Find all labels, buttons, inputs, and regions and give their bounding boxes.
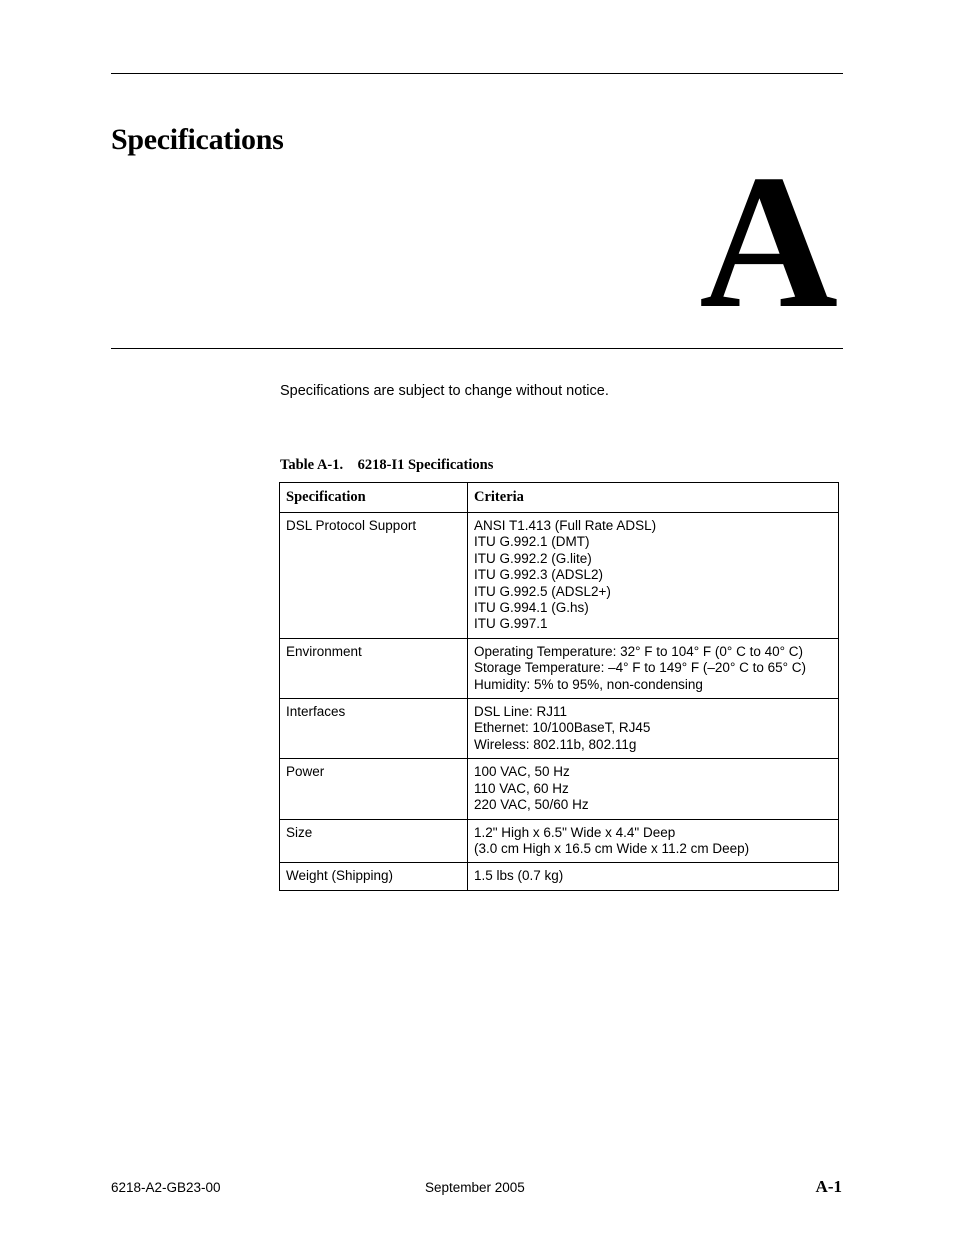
criteria-line: 100 VAC, 50 Hz [474, 764, 570, 780]
criteria-cell [468, 699, 839, 759]
criteria-line: DSL Line: RJ11 [474, 704, 568, 720]
criteria-line: Operating Temperature: 32° F to 104° F (0° C to 40° C) [474, 643, 803, 659]
spec-name-cell: DSL Protocol Support [280, 513, 468, 639]
criteria-line: ITU G.992.3 (ADSL2) [474, 567, 604, 583]
spec-name-cell: Environment [280, 638, 468, 698]
intro-paragraph: Specifications are subject to change without notice. [280, 383, 609, 399]
criteria-line: 1.2" High x 6.5" Wide x 4.4" Deep [474, 824, 676, 840]
table-caption: Table A-1. 6218-I1 Specifications [280, 457, 494, 473]
table-row [280, 863, 839, 890]
spec-name-cell: Size [280, 819, 468, 863]
table-row [280, 819, 839, 863]
specifications-table [279, 482, 839, 891]
appendix-letter: A [699, 135, 838, 348]
footer-doc-number: 6218-A2-GB23-00 [111, 1180, 221, 1195]
criteria-line: Ethernet: 10/100BaseT, RJ45 [474, 720, 651, 736]
table-row [280, 638, 839, 698]
table-header-row [280, 483, 839, 513]
criteria-line: ITU G.992.2 (G.lite) [474, 550, 592, 566]
criteria-line: ITU G.997.1 [474, 616, 548, 632]
criteria-line: ITU G.992.5 (ADSL2+) [474, 583, 611, 599]
criteria-cell [468, 819, 839, 863]
chapter-divider-rule [111, 348, 843, 349]
criteria-line: 220 VAC, 50/60 Hz [474, 797, 589, 813]
criteria-line: Humidity: 5% to 95%, non-condensing [474, 676, 703, 692]
table-row [280, 699, 839, 759]
spec-name-cell: Weight (Shipping) [280, 863, 468, 890]
table-body [280, 513, 839, 891]
criteria-line: ANSI T1.413 (Full Rate ADSL) [474, 518, 657, 533]
header-rule [111, 73, 843, 74]
footer-date: September 2005 [425, 1180, 525, 1195]
column-header-criteria: Criteria [468, 483, 839, 513]
criteria-line: Wireless: 802.11b, 802.11g [474, 736, 637, 752]
criteria-line: (3.0 cm High x 16.5 cm Wide x 11.2 cm Deep) [474, 840, 750, 856]
spec-name-cell: Power [280, 759, 468, 819]
criteria-line: 110 VAC, 60 Hz [474, 780, 569, 796]
criteria-cell [468, 863, 839, 890]
footer-page-number: A-1 [815, 1177, 842, 1196]
criteria-line: Storage Temperature: –4° F to 149° F (–20° C to 65° C) [474, 660, 807, 676]
table-row [280, 513, 839, 639]
criteria-cell [468, 759, 839, 819]
column-header-specification: Specification [280, 483, 468, 513]
spec-name-cell: Interfaces [280, 699, 468, 759]
criteria-cell [468, 513, 839, 639]
criteria-line: ITU G.992.1 (DMT) [474, 534, 590, 550]
criteria-line: ITU G.994.1 (G.hs) [474, 600, 589, 616]
criteria-line: 1.5 lbs (0.7 kg) [474, 868, 564, 884]
table-row [280, 759, 839, 819]
chapter-title: Specifications [111, 123, 284, 156]
criteria-cell [468, 638, 839, 698]
